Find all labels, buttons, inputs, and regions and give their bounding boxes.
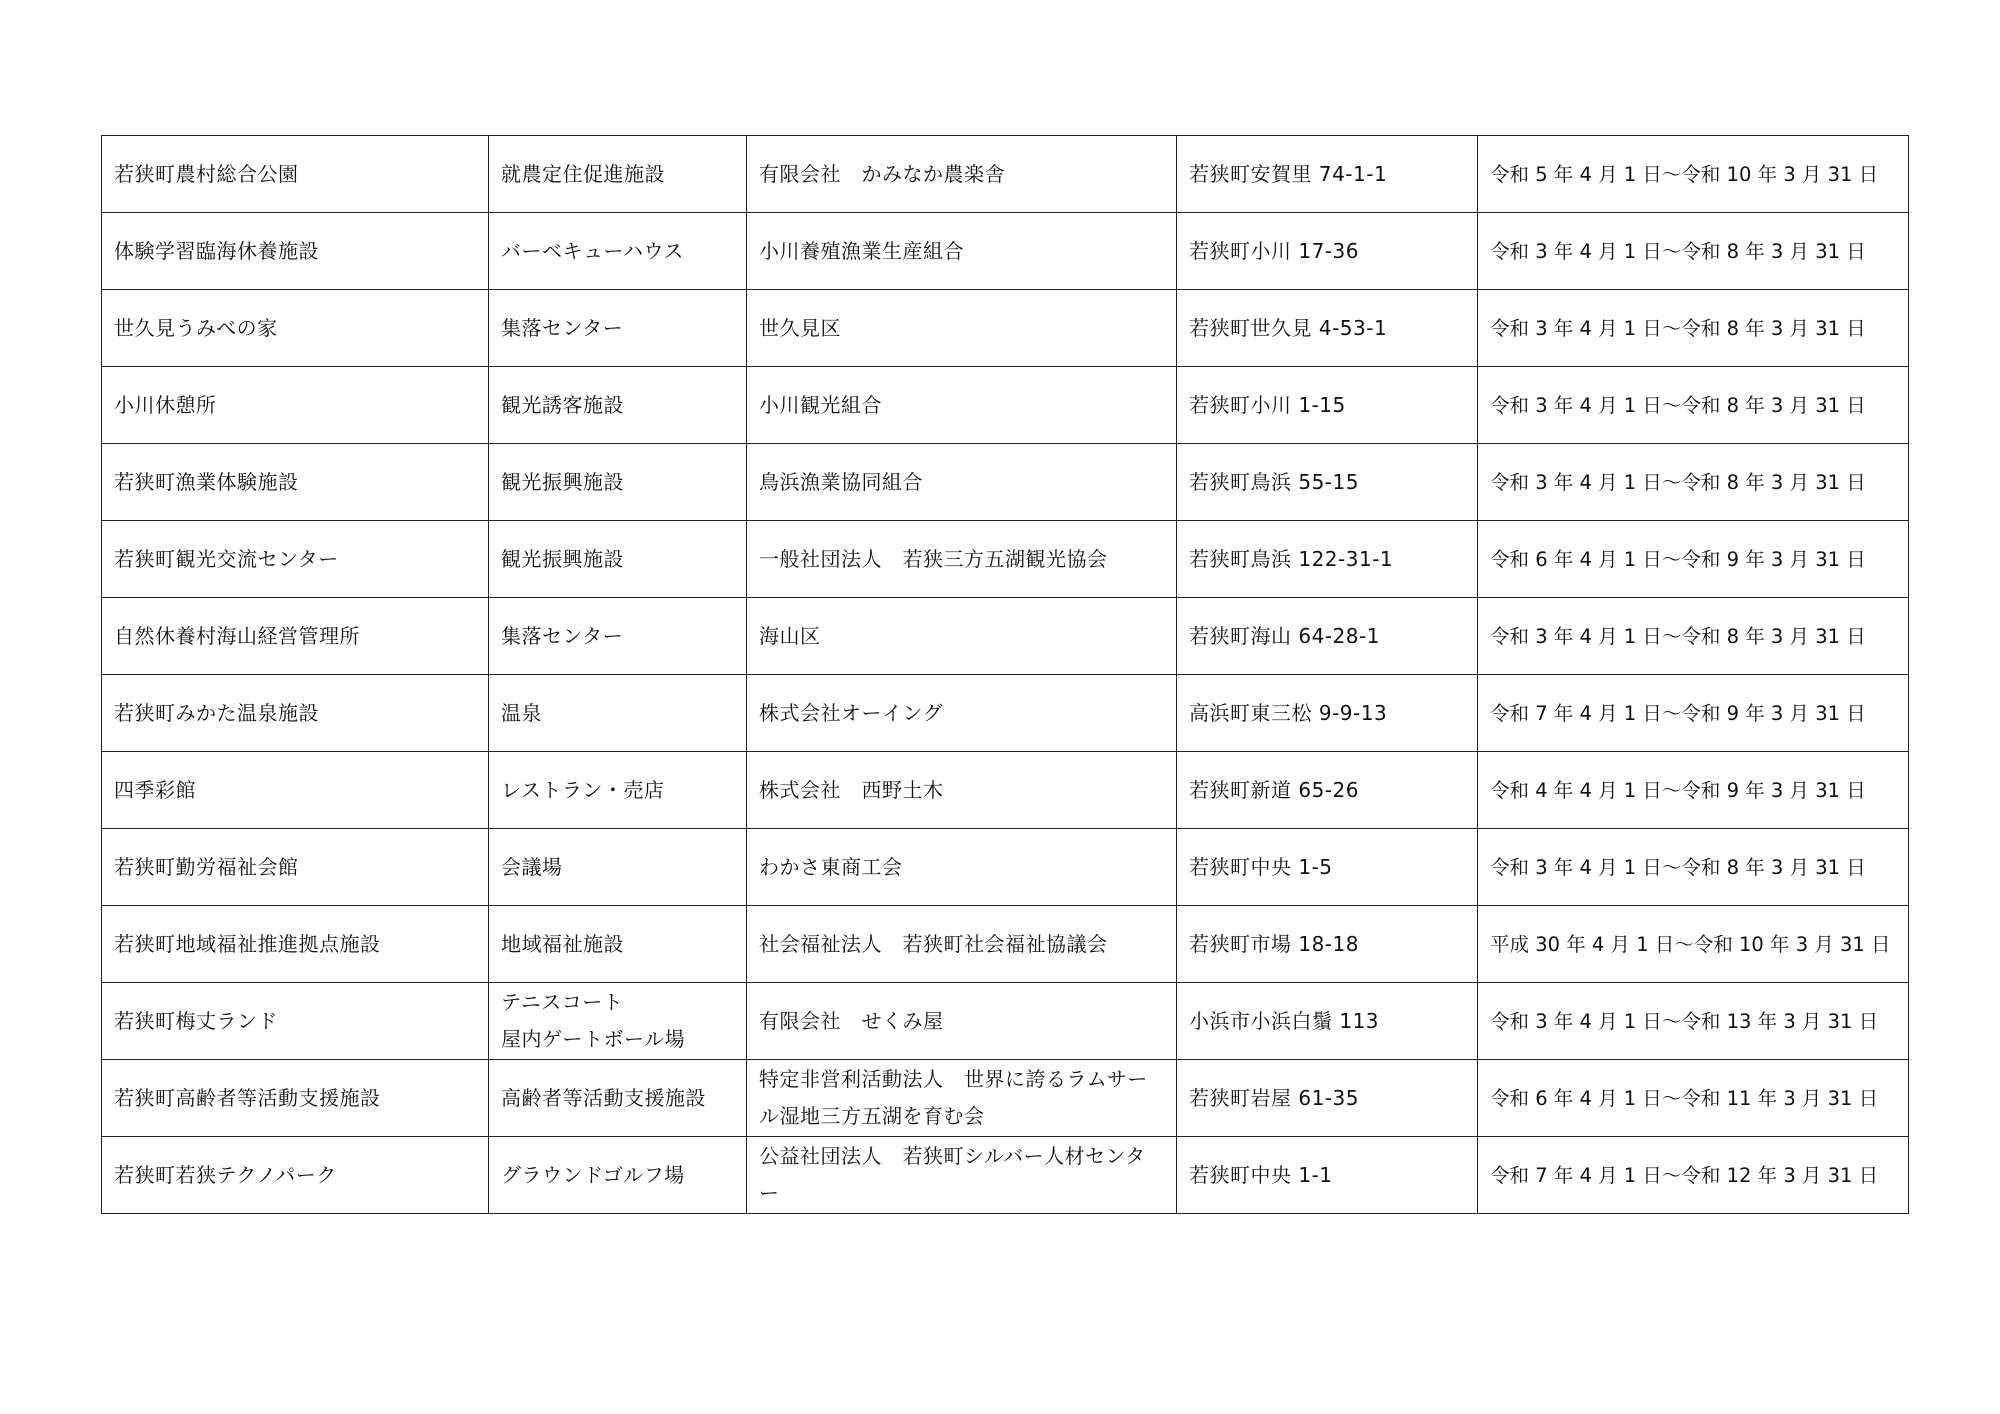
purpose-line: 会議場	[501, 854, 563, 879]
facility-name-cell: 自然休養村海山経営管理所	[102, 598, 489, 675]
managing-organization-cell: 一般社団法人 若狭三方五湖観光協会	[747, 521, 1177, 598]
address-cell: 若狭町中央 1-5	[1177, 829, 1478, 906]
facility-name-cell: 四季彩館	[102, 752, 489, 829]
purpose-line: 高齢者等活動支援施設	[501, 1085, 706, 1110]
purpose-line: 観光振興施設	[501, 546, 624, 571]
designation-period-cell: 平成 30 年 4 月 1 日～令和 10 年 3 月 31 日	[1478, 906, 1909, 983]
table-row	[102, 598, 1909, 675]
designation-period-cell: 令和 7 年 4 月 1 日～令和 9 年 3 月 31 日	[1478, 675, 1909, 752]
designation-period-cell: 令和 3 年 4 月 1 日～令和 13 年 3 月 31 日	[1478, 983, 1909, 1060]
facility-name-cell: 若狭町勤労福祉会館	[102, 829, 489, 906]
address-cell: 若狭町新道 65-26	[1177, 752, 1478, 829]
facility-name-cell: 若狭町高齢者等活動支援施設	[102, 1060, 489, 1137]
managing-organization-cell: 株式会社オーイング	[747, 675, 1177, 752]
managing-organization-cell: 公益社団法人 若狭町シルバー人材センター	[747, 1137, 1177, 1214]
address-cell: 若狭町小川 17-36	[1177, 213, 1478, 290]
facility-purpose-cell	[489, 1137, 747, 1214]
table-row	[102, 290, 1909, 367]
designation-period-cell: 令和 3 年 4 月 1 日～令和 8 年 3 月 31 日	[1478, 367, 1909, 444]
address-cell: 若狭町安賀里 74-1-1	[1177, 136, 1478, 213]
designation-period-cell: 令和 3 年 4 月 1 日～令和 8 年 3 月 31 日	[1478, 598, 1909, 675]
designation-period-cell: 令和 7 年 4 月 1 日～令和 12 年 3 月 31 日	[1478, 1137, 1909, 1214]
managing-organization-cell: 鳥浜漁業協同組合	[747, 444, 1177, 521]
managing-organization-cell: 社会福祉法人 若狭町社会福祉協議会	[747, 906, 1177, 983]
facility-purpose-cell	[489, 675, 747, 752]
document-page	[101, 135, 1908, 1214]
address-cell: 若狭町岩屋 61-35	[1177, 1060, 1478, 1137]
facility-name-cell: 小川休憩所	[102, 367, 489, 444]
purpose-line: 屋内ゲートボール場	[501, 1027, 686, 1051]
facility-name-cell: 世久見うみべの家	[102, 290, 489, 367]
purpose-line: 集落センター	[501, 315, 624, 340]
designation-period-cell: 令和 3 年 4 月 1 日～令和 8 年 3 月 31 日	[1478, 290, 1909, 367]
address-cell: 若狭町世久見 4-53-1	[1177, 290, 1478, 367]
managing-organization-cell: 特定非営利活動法人 世界に誇るラムサール湿地三方五湖を育む会	[747, 1060, 1177, 1137]
table-row	[102, 367, 1909, 444]
purpose-line: 就農定住促進施設	[501, 161, 665, 186]
facility-purpose-cell	[489, 983, 747, 1060]
facility-name-cell: 若狭町漁業体験施設	[102, 444, 489, 521]
designation-period-cell: 令和 5 年 4 月 1 日～令和 10 年 3 月 31 日	[1478, 136, 1909, 213]
purpose-line: バーベキューハウス	[501, 238, 684, 263]
designation-period-cell: 令和 3 年 4 月 1 日～令和 8 年 3 月 31 日	[1478, 829, 1909, 906]
table-row	[102, 1137, 1909, 1214]
purpose-line: レストラン・売店	[501, 777, 665, 802]
facility-purpose-cell	[489, 444, 747, 521]
table-row	[102, 983, 1909, 1060]
purpose-line: 集落センター	[501, 623, 624, 648]
purpose-line: グラウンドゴルフ場	[501, 1162, 685, 1187]
table-row	[102, 675, 1909, 752]
facility-name-cell: 若狭町地域福祉推進拠点施設	[102, 906, 489, 983]
table-row	[102, 521, 1909, 598]
facility-purpose-cell	[489, 213, 747, 290]
managing-organization-cell: 株式会社 西野土木	[747, 752, 1177, 829]
facility-purpose-cell	[489, 829, 747, 906]
table-body	[102, 136, 1909, 1214]
table-row	[102, 829, 1909, 906]
address-cell: 若狭町鳥浜 122-31-1	[1177, 521, 1478, 598]
table-row	[102, 136, 1909, 213]
facility-name-cell: 若狭町梅丈ランド	[102, 983, 489, 1060]
facility-purpose-cell	[489, 290, 747, 367]
facility-purpose-cell	[489, 136, 747, 213]
address-cell: 小浜市小浜白鬚 113	[1177, 983, 1478, 1060]
purpose-line: 観光振興施設	[501, 469, 624, 494]
table-row	[102, 1060, 1909, 1137]
managing-organization-cell: 小川養殖漁業生産組合	[747, 213, 1177, 290]
table-row	[102, 906, 1909, 983]
purpose-line: テニスコート	[501, 990, 624, 1014]
facility-purpose-cell	[489, 598, 747, 675]
table-row	[102, 444, 1909, 521]
managing-organization-cell: 小川観光組合	[747, 367, 1177, 444]
facility-purpose-cell	[489, 752, 747, 829]
facility-name-cell: 体験学習臨海休養施設	[102, 213, 489, 290]
table-row	[102, 213, 1909, 290]
managing-organization-cell: 海山区	[747, 598, 1177, 675]
facility-name-cell: 若狭町農村総合公園	[102, 136, 489, 213]
managing-organization-cell: 世久見区	[747, 290, 1177, 367]
managing-organization-cell: 有限会社 かみなか農楽舎	[747, 136, 1177, 213]
address-cell: 若狭町海山 64-28-1	[1177, 598, 1478, 675]
address-cell: 高浜町東三松 9-9-13	[1177, 675, 1478, 752]
facility-purpose-cell	[489, 906, 747, 983]
facility-name-cell: 若狭町みかた温泉施設	[102, 675, 489, 752]
purpose-line: 温泉	[501, 700, 542, 725]
facility-purpose-cell	[489, 367, 747, 444]
address-cell: 若狭町小川 1-15	[1177, 367, 1478, 444]
designation-period-cell: 令和 4 年 4 月 1 日～令和 9 年 3 月 31 日	[1478, 752, 1909, 829]
facility-name-cell: 若狭町観光交流センター	[102, 521, 489, 598]
designation-period-cell: 令和 3 年 4 月 1 日～令和 8 年 3 月 31 日	[1478, 444, 1909, 521]
facility-purpose-cell	[489, 521, 747, 598]
address-cell: 若狭町鳥浜 55-15	[1177, 444, 1478, 521]
designation-period-cell: 令和 6 年 4 月 1 日～令和 11 年 3 月 31 日	[1478, 1060, 1909, 1137]
designation-period-cell: 令和 3 年 4 月 1 日～令和 8 年 3 月 31 日	[1478, 213, 1909, 290]
managing-organization-cell: わかさ東商工会	[747, 829, 1177, 906]
purpose-line: 地域福祉施設	[501, 931, 624, 956]
purpose-line: 観光誘客施設	[501, 392, 624, 417]
designation-period-cell: 令和 6 年 4 月 1 日～令和 9 年 3 月 31 日	[1478, 521, 1909, 598]
facility-name-cell: 若狭町若狭テクノパーク	[102, 1137, 489, 1214]
table-row	[102, 752, 1909, 829]
facility-table	[101, 135, 1909, 1214]
address-cell: 若狭町中央 1-1	[1177, 1137, 1478, 1214]
address-cell: 若狭町市場 18-18	[1177, 906, 1478, 983]
managing-organization-cell: 有限会社 せくみ屋	[747, 983, 1177, 1060]
facility-purpose-cell	[489, 1060, 747, 1137]
